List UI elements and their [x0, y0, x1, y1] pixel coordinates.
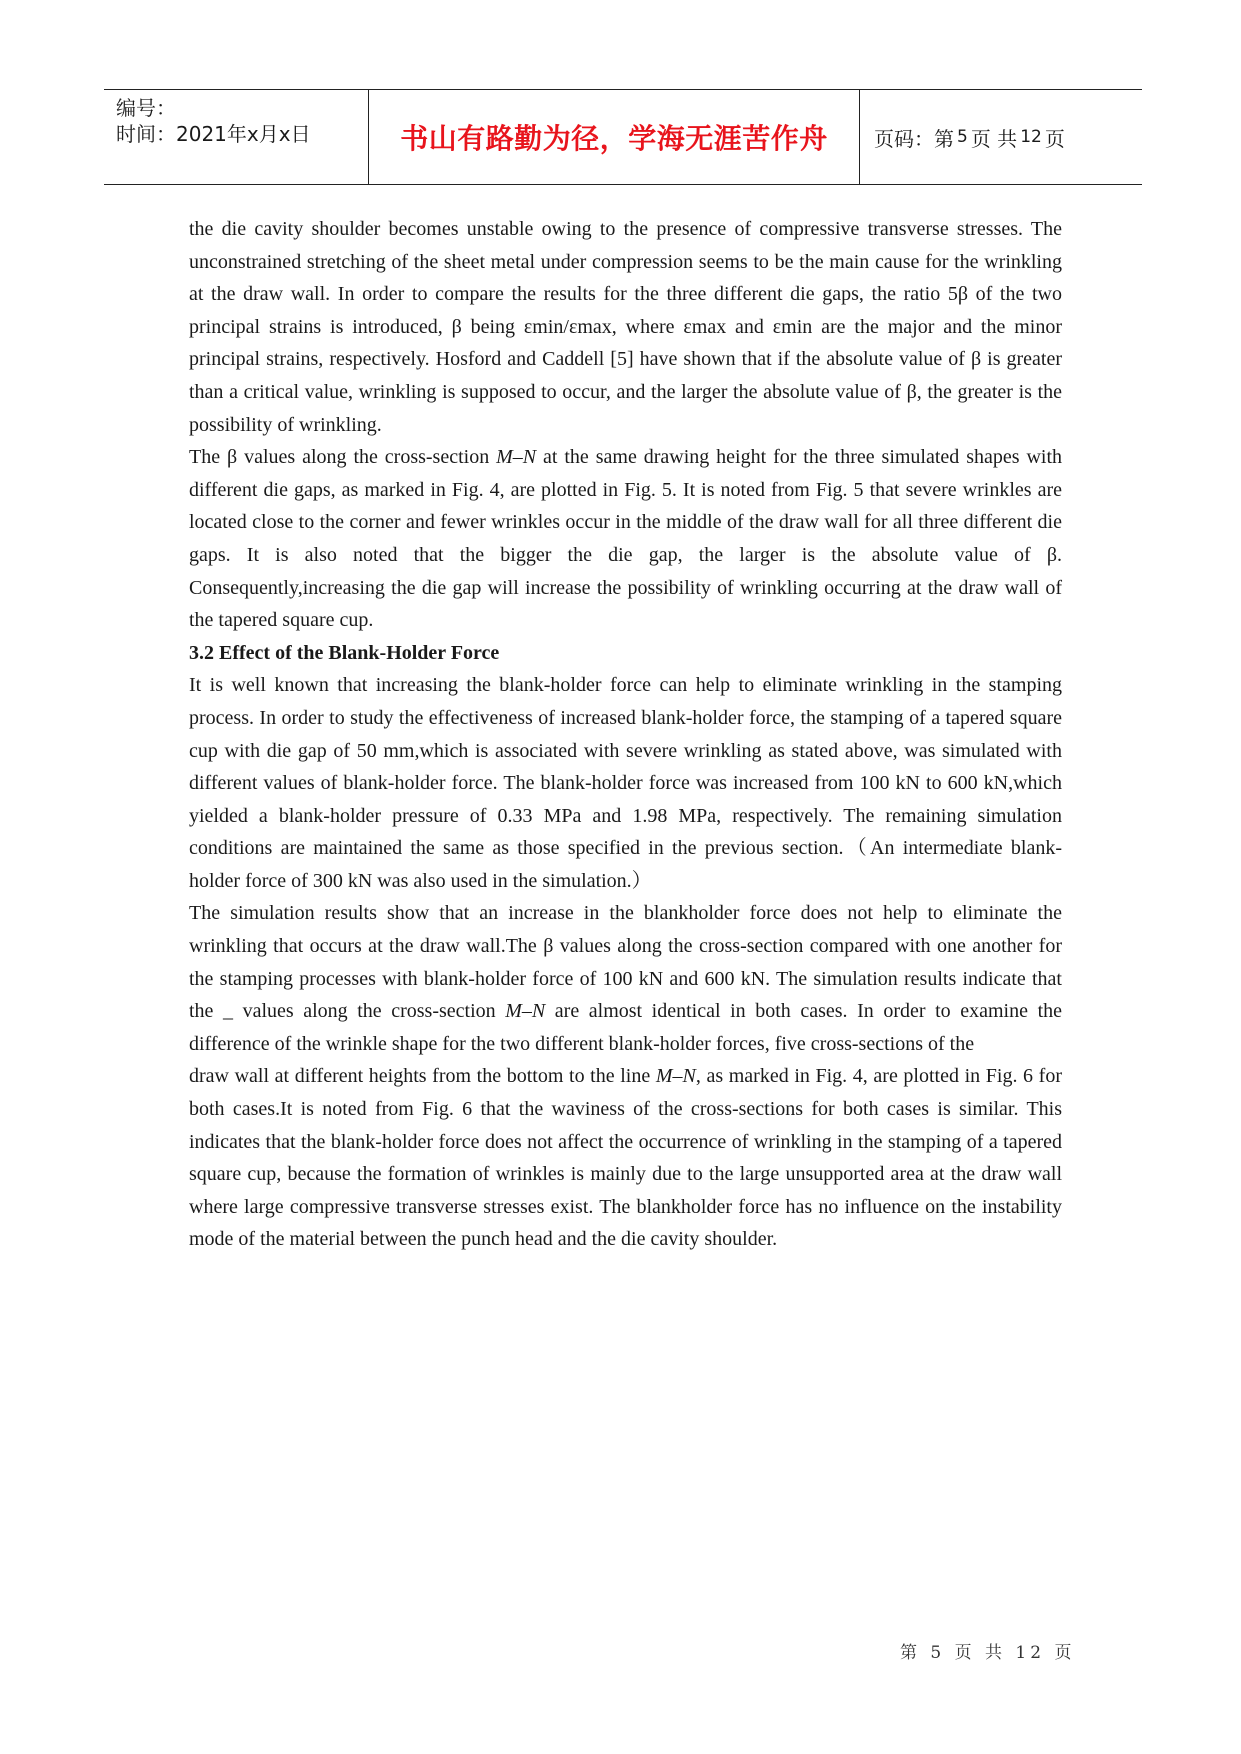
cross-section-label: M–N — [655, 1065, 696, 1088]
page-footer: 第 5 页 共 12 页 — [900, 1643, 1076, 1663]
paragraph-5 — [189, 1060, 1062, 1256]
paragraph-4 — [189, 897, 1062, 1060]
page-label-mid: 页 共 — [970, 126, 1018, 151]
page-header — [104, 89, 1142, 185]
page-label-suffix: 页 — [1044, 126, 1065, 151]
cross-section-label: M–N — [496, 446, 537, 469]
document-time-label: 时间：2021年x月x日 — [116, 122, 311, 146]
page-current: 5 — [957, 127, 968, 147]
paragraph-5-text-b: , as marked in Fig. 4, are plotted in Fig. 6 for both cases.It is noted from Fig. 6 that the waviness of the cross-sections for both cases is similar. This indicates that the blank-holder force does not affect the occurrence of wrinkling in the stamping of a tapered square cup, because the formation of wrinkles is mainly due to the large unsupported area at the draw wall where large compressive transverse stresses exist. The blankholder force has no influence on the instability mode of the material between the punch head and the die cavity shoulder. — [189, 1065, 1062, 1251]
paragraph-2-text-b: at the same drawing height for the three simulated shapes with different die gaps, as marked in Fig. 4, are plotted in Fig. 5. It is noted from Fig. 5 that severe wrinkles are located close to the corner and fewer wrinkles occur in the middle of the draw wall for all three different die gaps. It is also noted that the bigger the die gap, the larger is the absolute value of β. Consequently,increasing the die gap will increase the possibility of wrinkling occurring at the draw wall of the tapered square cup. — [189, 446, 1062, 632]
paragraph-2 — [189, 441, 1062, 637]
document-body — [189, 213, 1062, 1256]
paragraph-4-text-b: are almost identical in both cases. In order to examine the difference of the wrinkle shape for the two different blank-holder forces, five cross-sections of the — [189, 1000, 1062, 1055]
header-left-cell — [104, 90, 368, 184]
header-motto: 书山有路勤为径，学海无涯苦作舟 — [400, 122, 828, 155]
section-heading: 3.2 Effect of the Blank-Holder Force — [189, 641, 500, 664]
page-total: 12 — [1020, 127, 1042, 147]
paragraph-1: the die cavity shoulder becomes unstable owing to the presence of compressive transverse stresses. The unconstrained stretching of the sheet metal under compression seems to be the main cause for the wrinkling at the draw wall. In order to compare the results for the three different die gaps, the ratio 5β of the two principal strains is introduced, β being εmin/εmax, where εmax and εmin are the major and the minor principal strains, respectively. Hosford and Caddell [5] have shown that if the absolute value of β is greater than a critical value, wrinkling is supposed to occur, and the larger the absolute value of β, the greater is the possibility of wrinkling. — [189, 218, 1062, 436]
document-number-label: 编号： — [116, 96, 176, 120]
header-page-info — [874, 90, 1065, 184]
header-page-cell — [860, 90, 1142, 184]
paragraph-3: It is well known that increasing the blank-holder force can help to eliminate wrinkling in the stamping process. In order to study the effectiveness of increased blank-holder force, the stamping of a tapered square cup with die gap of 50 mm,which is associated with severe wrinkling as stated above, was simulated with different values of blank-holder force. The blank-holder force was increased from 100 kN to 600 kN,which yielded a blank-holder pressure of 0.33 MPa and 1.98 MPa, respectively. The remaining simulation conditions are maintained the same as those specified in the previous section.（An intermediate blank-holder force of 300 kN was also used in the simulation.） — [189, 674, 1062, 892]
paragraph-4-text-a: The simulation results show that an increase in the blankholder force does not help to eliminate the wrinkling that occurs at the draw wall.The β values along the cross-section compared with one another for the stamping processes with blank-holder force of 100 kN and 600 kN. The simulation results indicate that the _ values along the cross-section — [189, 902, 1062, 1023]
cross-section-label: M–N — [505, 1000, 546, 1023]
page-label-prefix: 页码：第 — [874, 126, 954, 151]
paragraph-2-text-a: The β values along the cross-section — [189, 446, 497, 469]
paragraph-5-text-a: draw wall at different heights from the bottom to the line — [189, 1065, 656, 1088]
header-motto-cell — [368, 90, 860, 184]
